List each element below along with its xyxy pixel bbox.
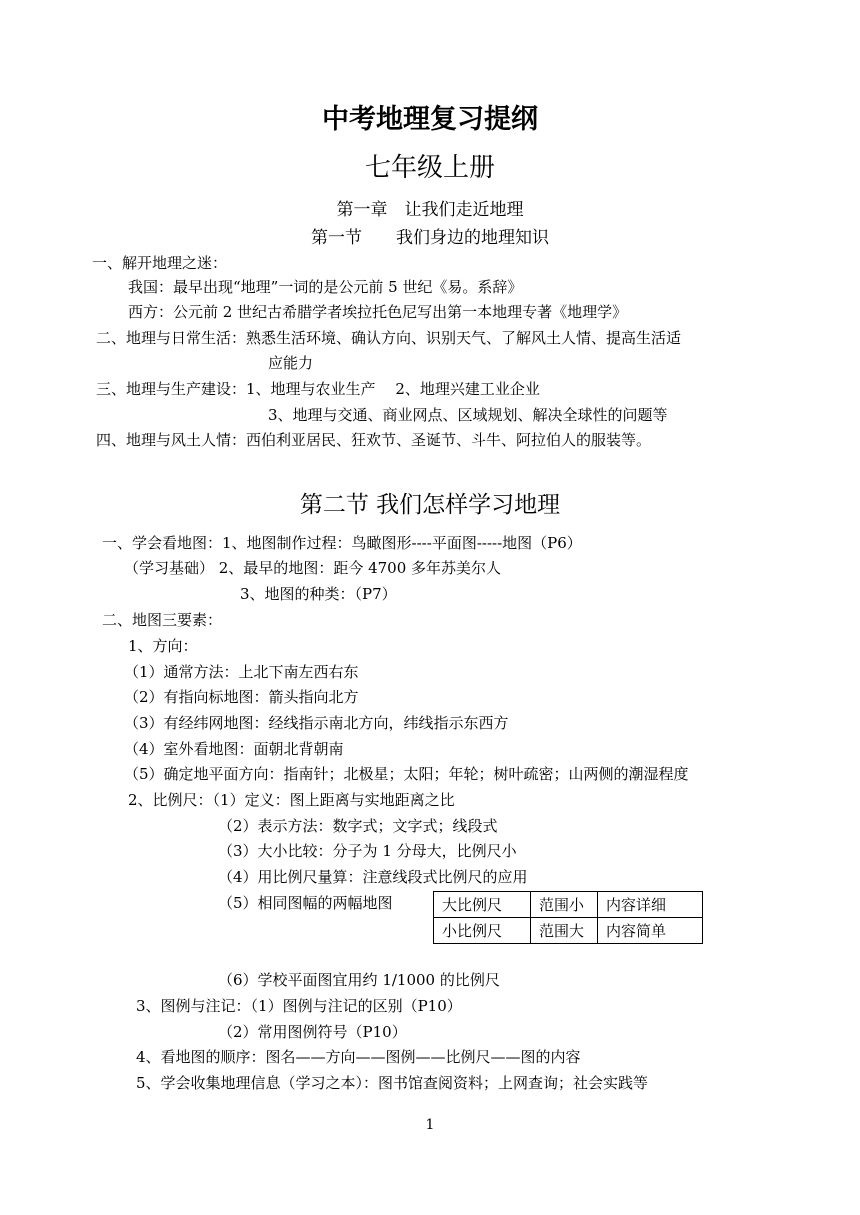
page-number: 1 xyxy=(425,1117,435,1133)
table-cell: 小比例尺 xyxy=(434,918,531,944)
outline-line: 一、解开地理之迷： xyxy=(92,254,228,272)
outline-line: 4、看地图的顺序：图名——方向——图例——比例尺——图的内容 xyxy=(136,1048,581,1066)
outline-line: 四、地理与风土人情：西伯利亚居民、狂欢节、圣诞节、斗牛、阿拉伯人的服装等。 xyxy=(96,431,652,449)
outline-line: （4）室外看地图：面朝北背朝南 xyxy=(124,740,344,758)
outline-line: 二、地理与日常生活：熟悉生活环境、确认方向、识别天气、了解风土人情、提高生活适 xyxy=(96,329,682,347)
table-cell: 内容详细 xyxy=(598,892,703,918)
table-cell: 大比例尺 xyxy=(434,892,531,918)
outline-line: 3、地理与交通、商业网点、区域规划、解决全球性的问题等 xyxy=(268,406,668,424)
section2-heading: 第二节 我们怎样学习地理 xyxy=(299,492,561,518)
outline-line: （2）常用图例符号（P10） xyxy=(218,1023,407,1041)
document-title: 中考地理复习提纲 xyxy=(322,104,538,135)
outline-line: 三、地理与生产建设：1、地理与农业生产 2、地理兴建工业企业 xyxy=(96,380,540,398)
outline-line: 3、地图的种类：（P7） xyxy=(240,585,397,603)
outline-line: （1）通常方法：上北下南左西右东 xyxy=(124,663,359,681)
grade-title: 七年级上册 xyxy=(364,153,495,183)
outline-line: 一、学会看地图：1、地图制作过程：鸟瞰图形----平面图-----地图（P6） xyxy=(102,534,582,552)
outline-line: 5、学会收集地理信息（学习之本）：图书馆查阅资料；上网查询；社会实践等 xyxy=(136,1074,649,1092)
outline-line: 2、比例尺：（1）定义：图上距离与实地距离之比 xyxy=(128,791,455,809)
table-row xyxy=(434,892,703,918)
outline-line: （5）相同图幅的两幅地图 xyxy=(218,894,393,912)
scale-comparison-table xyxy=(433,891,703,944)
chapter-heading: 第一章 让我们走近地理 xyxy=(336,200,524,220)
outline-line: 我国：最早出现“地理”一词的是公元前 5 世纪《易。系辞》 xyxy=(128,278,523,296)
outline-line: （学习基础） 2、最早的地图：距今 4700 多年苏美尔人 xyxy=(124,559,502,577)
outline-line: （4）用比例尺量算：注意线段式比例尺的应用 xyxy=(218,868,528,886)
outline-line: 1、方向： xyxy=(128,637,198,655)
outline-line: （6）学校平面图宜用约 1/1000 的比例尺 xyxy=(218,971,500,989)
outline-line: 二、地图三要素： xyxy=(102,611,223,629)
table-cell: 范围小 xyxy=(531,892,598,918)
outline-line: （5）确定地平面方向：指南针；北极星；太阳；年轮；树叶疏密；山两侧的潮湿程度 xyxy=(124,765,689,783)
outline-line: （2）有指向标地图：箭头指向北方 xyxy=(124,688,359,706)
table-cell: 内容简单 xyxy=(598,918,703,944)
outline-line: 3、图例与注记：（1）图例与注记的区别（P10） xyxy=(136,997,462,1015)
section1-heading: 第一节 我们身边的地理知识 xyxy=(311,228,549,248)
outline-line: （2）表示方法：数字式；文字式；线段式 xyxy=(218,817,498,835)
outline-line: （3）大小比较：分子为 1 分母大，比例尺小 xyxy=(218,842,517,860)
outline-line: （3）有经纬网地图：经线指示南北方向，纬线指示东西方 xyxy=(124,714,509,732)
outline-line: 西方：公元前 2 世纪古希腊学者埃拉托色尼写出第一本地理专著《地理学》 xyxy=(128,303,628,321)
outline-line: 应能力 xyxy=(268,354,314,372)
table-cell: 范围大 xyxy=(531,918,598,944)
table-row xyxy=(434,918,703,944)
